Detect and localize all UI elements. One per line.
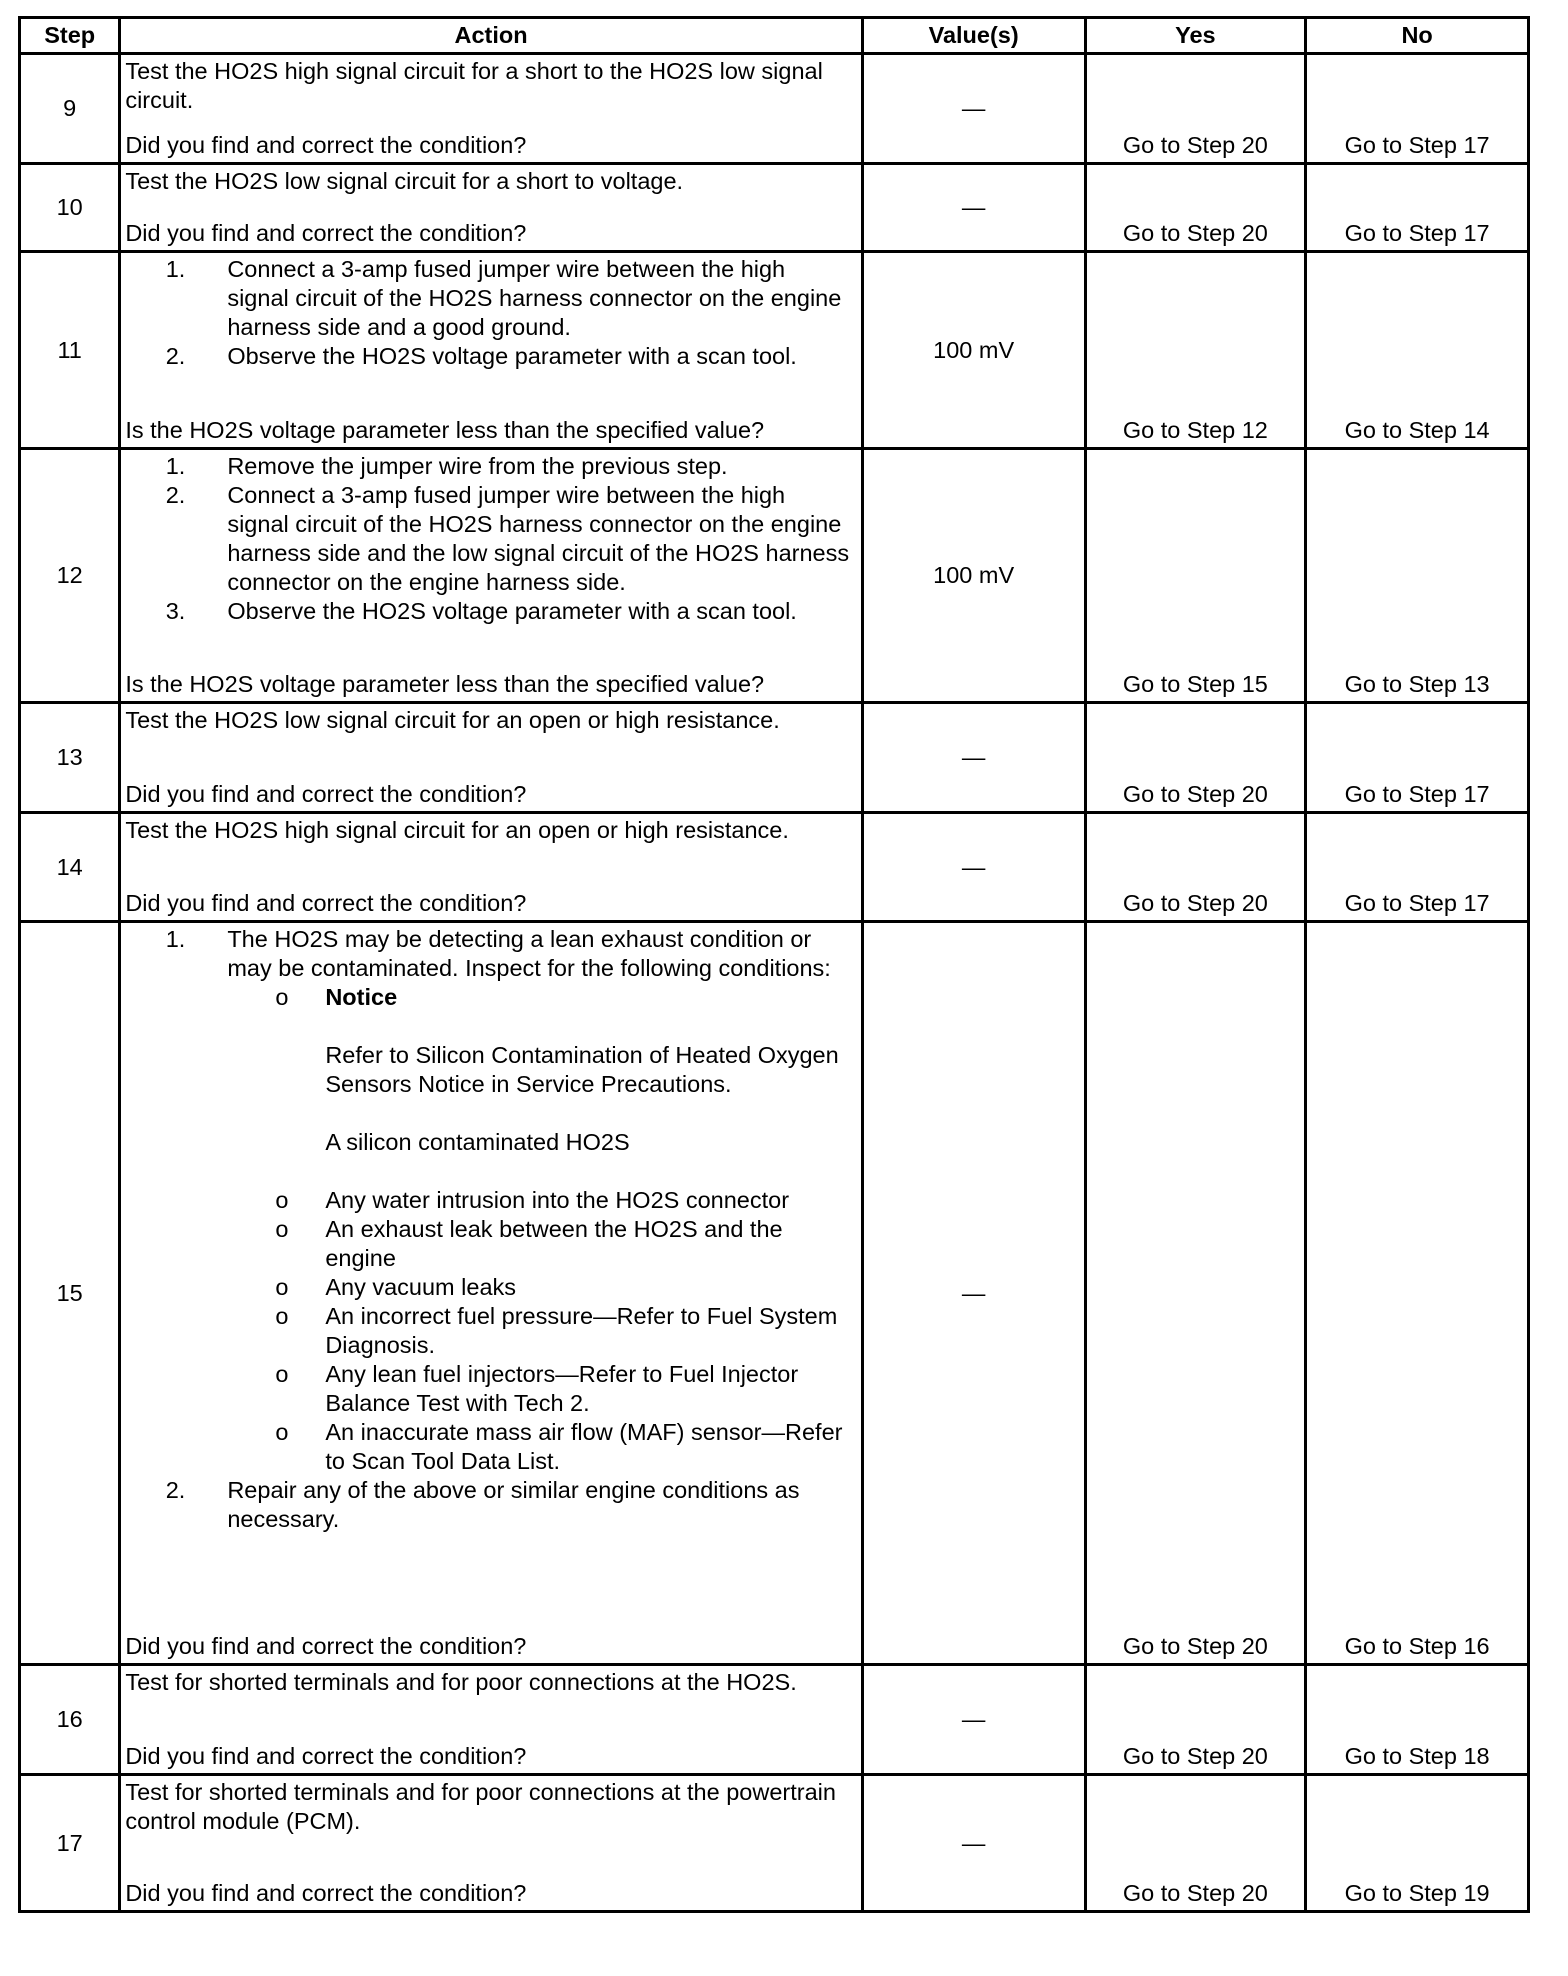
bullet-item: o Any vacuum leaks (125, 1273, 852, 1302)
table-row (20, 922, 1529, 1665)
notice-title: Notice (325, 984, 398, 1010)
yes-cell: Go to Step 20 (1085, 922, 1306, 1665)
step-number: 11 (20, 252, 120, 449)
notice-item: A silicon contaminated HO2S (325, 1129, 630, 1155)
value-cell: — (862, 164, 1085, 252)
action-cell (120, 54, 862, 164)
table-row (20, 1665, 1529, 1775)
no-cell: Go to Step 16 (1306, 922, 1529, 1665)
action-cell (120, 703, 862, 813)
numbered-item: 2. Repair any of the above or similar engine conditions as necessary. (165, 1477, 800, 1532)
action-text: Test the HO2S high signal circuit for an open or high resistance. (125, 817, 789, 843)
bullet-marker: o (275, 984, 289, 1010)
action-cell (120, 922, 862, 1665)
bullet-item: o An exhaust leak between the HO2S and the engine (125, 1215, 852, 1273)
numbered-item: 2. Connect a 3-amp fused jumper wire between the high signal circuit of the HO2S harness connector on the engine harness side and the low signal circuit of the HO2S harness connector on the engine harness side. (165, 482, 850, 595)
action-text: Test the HO2S low signal circuit for a short to voltage. (125, 168, 684, 194)
action-question: Did you find and correct the condition? (125, 1743, 527, 1769)
action-question: Did you find and correct the condition? (125, 890, 527, 916)
action-text: Test the HO2S low signal circuit for an open or high resistance. (125, 707, 780, 733)
action-cell (120, 252, 862, 449)
bullet-item (125, 983, 852, 1186)
action-cell (120, 813, 862, 922)
yes-cell: Go to Step 20 (1085, 813, 1306, 922)
step-number: 13 (20, 703, 120, 813)
action-question: Did you find and correct the condition? (125, 1880, 527, 1906)
value-cell: 100 mV (862, 252, 1085, 449)
action-text: Test for shorted terminals and for poor connections at the powertrain control module (PCM). (125, 1779, 836, 1834)
step-number: 12 (20, 449, 120, 703)
value-cell: — (862, 813, 1085, 922)
bullet-item: o Any lean fuel injectors—Refer to Fuel Injector Balance Test with Tech 2. (125, 1360, 852, 1418)
no-cell: Go to Step 17 (1306, 813, 1529, 922)
action-cell (120, 164, 862, 252)
yes-cell: Go to Step 20 (1085, 1775, 1306, 1912)
action-question: Did you find and correct the condition? (125, 1633, 527, 1659)
bullet-item: o Any water intrusion into the HO2S connector (125, 1186, 852, 1215)
table-row (20, 703, 1529, 813)
action-cell (120, 1665, 862, 1775)
bullet-marker: o (275, 1303, 289, 1329)
action-text: Test the HO2S high signal circuit for a short to the HO2S low signal circuit. (125, 58, 823, 113)
step-number: 14 (20, 813, 120, 922)
diagnostic-table (18, 16, 1530, 1913)
yes-cell: Go to Step 20 (1085, 703, 1306, 813)
numbered-item: 3. Observe the HO2S voltage parameter with a scan tool. (165, 598, 797, 624)
no-cell: Go to Step 14 (1306, 252, 1529, 449)
no-cell: Go to Step 18 (1306, 1665, 1529, 1775)
no-cell: Go to Step 19 (1306, 1775, 1529, 1912)
no-cell: Go to Step 17 (1306, 703, 1529, 813)
yes-cell: Go to Step 15 (1085, 449, 1306, 703)
action-cell (120, 449, 862, 703)
action-cell (120, 1775, 862, 1912)
bullet-marker: o (275, 1187, 289, 1213)
value-cell: — (862, 54, 1085, 164)
table-row (20, 1775, 1529, 1912)
value-cell: — (862, 922, 1085, 1665)
yes-cell: Go to Step 12 (1085, 252, 1306, 449)
action-question: Is the HO2S voltage parameter less than the specified value? (125, 671, 765, 697)
bullet-item: o An inaccurate mass air flow (MAF) sensor—Refer to Scan Tool Data List. (125, 1418, 852, 1476)
numbered-item: 1. Connect a 3-amp fused jumper wire between the high signal circuit of the HO2S harness connector on the engine harness side and a good ground. (165, 256, 842, 340)
action-text: Test for shorted terminals and for poor connections at the HO2S. (125, 1669, 797, 1695)
step-number: 17 (20, 1775, 120, 1912)
yes-cell: Go to Step 20 (1085, 1665, 1306, 1775)
yes-cell: Go to Step 20 (1085, 164, 1306, 252)
table-row (20, 449, 1529, 703)
bullet-marker: o (275, 1216, 289, 1242)
value-cell: 100 mV (862, 449, 1085, 703)
value-cell: — (862, 1665, 1085, 1775)
no-cell: Go to Step 17 (1306, 164, 1529, 252)
step-number: 9 (20, 54, 120, 164)
header-row (20, 18, 1529, 54)
bullet-marker: o (275, 1274, 289, 1300)
action-question: Did you find and correct the condition? (125, 220, 527, 246)
action-question: Did you find and correct the condition? (125, 132, 527, 158)
header-step: Step (20, 18, 120, 54)
no-cell: Go to Step 17 (1306, 54, 1529, 164)
bullet-marker: o (275, 1419, 289, 1445)
yes-cell: Go to Step 20 (1085, 54, 1306, 164)
value-cell: — (862, 1775, 1085, 1912)
bullet-marker: o (275, 1361, 289, 1387)
step-number: 16 (20, 1665, 120, 1775)
header-no: No (1306, 18, 1529, 54)
table-row (20, 164, 1529, 252)
header-yes: Yes (1085, 18, 1306, 54)
step-number: 10 (20, 164, 120, 252)
step-number: 15 (20, 922, 120, 1665)
header-action: Action (120, 18, 862, 54)
table-row (20, 252, 1529, 449)
bullet-item: o An incorrect fuel pressure—Refer to Fuel System Diagnosis. (125, 1302, 852, 1360)
header-values: Value(s) (862, 18, 1085, 54)
numbered-item: 1. Remove the jumper wire from the previous step. (165, 453, 728, 479)
action-question: Is the HO2S voltage parameter less than the specified value? (125, 417, 765, 443)
no-cell: Go to Step 13 (1306, 449, 1529, 703)
numbered-item: 1. The HO2S may be detecting a lean exhaust condition or may be contaminated. Inspect for the following conditions: (165, 926, 831, 981)
table-row (20, 813, 1529, 922)
numbered-item: 2. Observe the HO2S voltage parameter with a scan tool. (165, 343, 797, 369)
action-question: Did you find and correct the condition? (125, 781, 527, 807)
notice-text: Refer to Silicon Contamination of Heated Oxygen Sensors Notice in Service Precautions. (325, 1042, 839, 1097)
table-row (20, 54, 1529, 164)
value-cell: — (862, 703, 1085, 813)
